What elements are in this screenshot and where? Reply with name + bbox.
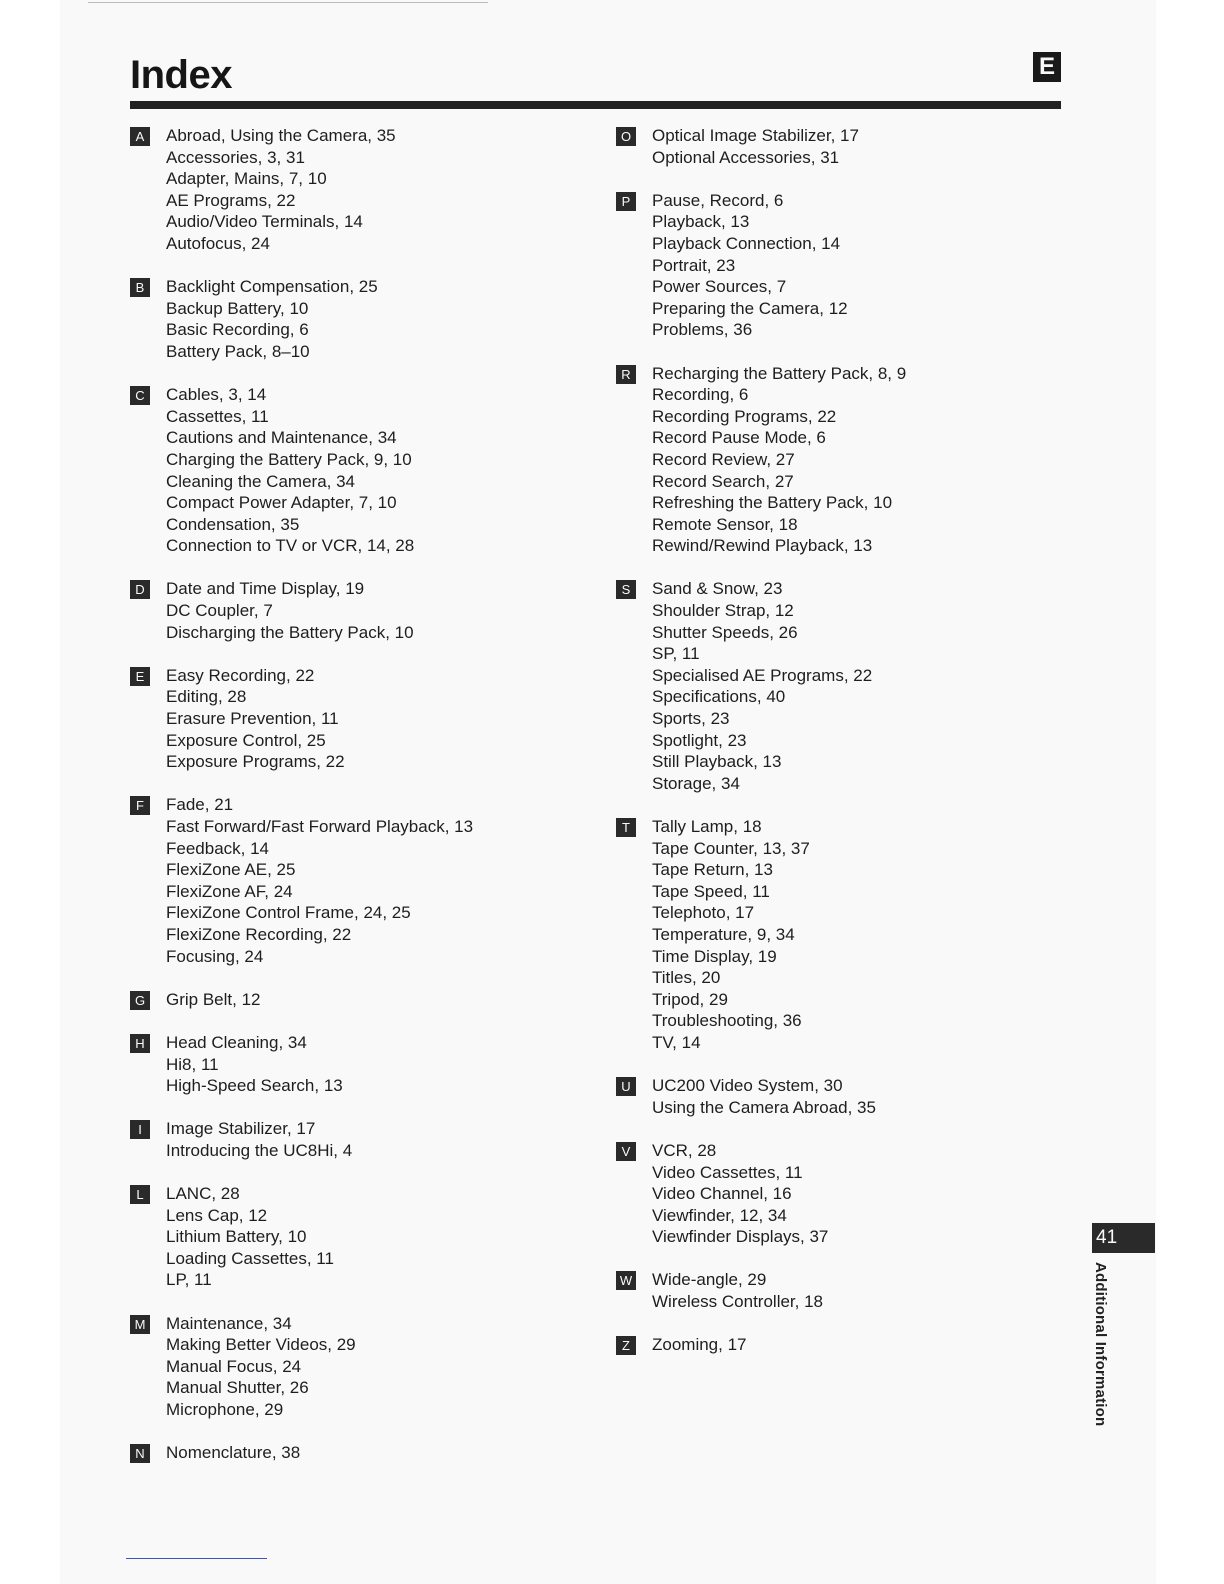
index-entry: Recording, 6 <box>652 385 749 405</box>
index-entry: Video Channel, 16 <box>652 1184 792 1204</box>
index-entry: Backup Battery, 10 <box>166 298 309 318</box>
index-entry: Adapter, Mains, 7, 10 <box>166 169 327 189</box>
section-label: Additional Information <box>1092 1262 1109 1427</box>
index-entry: SP, 11 <box>652 644 700 664</box>
index-entry: Playback Connection, 14 <box>652 233 841 253</box>
index-entry: Tape Counter, 13, 37 <box>652 838 810 858</box>
index-group-a <box>130 125 570 255</box>
index-entry: Maintenance, 34 <box>166 1313 292 1333</box>
index-entry: Troubleshooting, 36 <box>652 1011 802 1031</box>
letter-marker: P <box>616 192 636 211</box>
index-entry: Manual Shutter, 26 <box>166 1378 309 1398</box>
index-entry: Portrait, 23 <box>652 255 736 275</box>
index-group-u <box>616 1075 1056 1118</box>
index-entry: Problems, 36 <box>652 320 753 340</box>
index-entry: Focusing, 24 <box>166 946 264 966</box>
index-column-left <box>130 125 570 1485</box>
index-entry: Remote Sensor, 18 <box>652 514 798 534</box>
index-entry: Titles, 20 <box>652 968 721 988</box>
index-entry: VCR, 28 <box>652 1140 717 1160</box>
index-column-right <box>616 125 1056 1377</box>
index-entry: Basic Recording, 6 <box>166 320 309 340</box>
letter-marker: B <box>130 278 150 297</box>
index-entry: Manual Focus, 24 <box>166 1356 302 1376</box>
letter-marker: V <box>616 1142 636 1161</box>
index-group-b <box>130 276 570 362</box>
index-entry: Introducing the UC8Hi, 4 <box>166 1140 353 1160</box>
index-entry: Exposure Control, 25 <box>166 730 326 750</box>
index-entry: Record Search, 27 <box>652 471 794 491</box>
index-entry: Compact Power Adapter, 7, 10 <box>166 493 397 513</box>
index-entry: Lithium Battery, 10 <box>166 1227 307 1247</box>
index-entry: Battery Pack, 8–10 <box>166 341 310 361</box>
index-entry: Video Cassettes, 11 <box>652 1162 803 1182</box>
index-entry: Time Display, 19 <box>652 946 777 966</box>
index-group-p <box>616 190 1056 341</box>
index-entry: Cautions and Maintenance, 34 <box>166 428 397 448</box>
bottom-rule <box>126 1558 267 1559</box>
index-entry: Easy Recording, 22 <box>166 665 315 685</box>
letter-marker: O <box>616 127 636 146</box>
index-entry: Accessories, 3, 31 <box>166 147 305 167</box>
index-entry: Autofocus, 24 <box>166 233 270 253</box>
index-entry: Viewfinder, 12, 34 <box>652 1205 787 1225</box>
letter-marker: L <box>130 1185 150 1204</box>
index-group-f <box>130 794 570 967</box>
index-entry: LANC, 28 <box>166 1184 240 1204</box>
index-entry: Refreshing the Battery Pack, 10 <box>652 493 893 513</box>
letter-marker: N <box>130 1444 150 1463</box>
index-entry: Rewind/Rewind Playback, 13 <box>652 536 873 556</box>
index-entry: Storage, 34 <box>652 773 740 793</box>
index-entry: UC200 Video System, 30 <box>652 1076 843 1096</box>
index-entry: Loading Cassettes, 11 <box>166 1248 334 1268</box>
index-entry: Tape Speed, 11 <box>652 881 770 901</box>
index-entry: Tripod, 29 <box>652 989 728 1009</box>
index-entry: Erasure Prevention, 11 <box>166 709 339 729</box>
index-entry: Recharging the Battery Pack, 8, 9 <box>652 363 907 383</box>
index-entry: Date and Time Display, 19 <box>166 579 365 599</box>
index-entry: TV, 14 <box>652 1032 701 1052</box>
index-entry: Tally Lamp, 18 <box>652 817 762 836</box>
index-entry: Making Better Videos, 29 <box>166 1335 356 1355</box>
index-entry: LP, 11 <box>166 1270 212 1290</box>
index-entry: Optional Accessories, 31 <box>652 147 840 167</box>
index-entry: Spotlight, 23 <box>652 730 747 750</box>
index-entry: FlexiZone Recording, 22 <box>166 924 352 944</box>
letter-marker: G <box>130 991 150 1010</box>
index-entry: FlexiZone AF, 24 <box>166 881 293 901</box>
index-entry: Image Stabilizer, 17 <box>166 1119 316 1139</box>
index-entry: Backlight Compensation, 25 <box>166 277 378 297</box>
language-badge: E <box>1033 52 1061 82</box>
index-entry: Viewfinder Displays, 37 <box>652 1227 829 1247</box>
index-entry: Exposure Programs, 22 <box>166 752 345 772</box>
letter-marker: Z <box>616 1336 636 1355</box>
letter-marker: H <box>130 1034 150 1053</box>
letter-marker: C <box>130 386 150 405</box>
index-entry: Pause, Record, 6 <box>652 190 784 210</box>
index-group-s <box>616 578 1056 794</box>
index-entry: Fast Forward/Fast Forward Playback, 13 <box>166 817 474 836</box>
top-rule <box>88 2 488 3</box>
index-group-n <box>130 1442 570 1464</box>
index-group-w <box>616 1269 1056 1312</box>
index-group-e <box>130 665 570 773</box>
index-group-m <box>130 1313 570 1421</box>
letter-marker: A <box>130 127 150 146</box>
index-entry: DC Coupler, 7 <box>166 601 273 621</box>
index-entry: Power Sources, 7 <box>652 277 787 297</box>
index-entry: Cleaning the Camera, 34 <box>166 471 356 491</box>
letter-marker: U <box>616 1077 636 1096</box>
page-number: 41 <box>1092 1223 1155 1253</box>
index-group-g <box>130 989 570 1011</box>
letter-marker: I <box>130 1120 150 1139</box>
index-entry: Preparing the Camera, 12 <box>652 298 848 318</box>
index-group-t <box>616 816 1056 1054</box>
index-entry: FlexiZone Control Frame, 24, 25 <box>166 903 411 923</box>
index-entry: Optical Image Stabilizer, 17 <box>652 126 859 145</box>
index-entry: Condensation, 35 <box>166 514 300 534</box>
index-entry: Head Cleaning, 34 <box>166 1032 307 1052</box>
index-entry: Tape Return, 13 <box>652 860 773 880</box>
index-entry: Connection to TV or VCR, 14, 28 <box>166 536 415 556</box>
index-entry: Still Playback, 13 <box>652 752 782 772</box>
index-group-l <box>130 1183 570 1291</box>
index-entry: Wireless Controller, 18 <box>652 1292 824 1312</box>
index-entry: Shoulder Strap, 12 <box>652 601 794 621</box>
letter-marker: M <box>130 1315 150 1334</box>
letter-marker: S <box>616 580 636 599</box>
index-group-r <box>616 363 1056 557</box>
letter-marker: T <box>616 818 636 837</box>
index-group-c <box>130 384 570 557</box>
index-entry: Recording Programs, 22 <box>652 406 837 426</box>
index-group-o <box>616 125 1056 168</box>
index-group-h <box>130 1032 570 1097</box>
page-title: Index <box>130 53 232 97</box>
index-entry: Playback, 13 <box>652 212 750 232</box>
index-entry: Charging the Battery Pack, 9, 10 <box>166 449 412 469</box>
index-entry: AE Programs, 22 <box>166 190 296 210</box>
index-entry: Hi8, 11 <box>166 1054 219 1074</box>
index-entry: High-Speed Search, 13 <box>166 1076 343 1096</box>
index-entry: Telephoto, 17 <box>652 903 755 923</box>
index-entry: Using the Camera Abroad, 35 <box>652 1097 876 1117</box>
index-entry: Record Pause Mode, 6 <box>652 428 826 448</box>
index-entry: Sports, 23 <box>652 709 730 729</box>
index-group-z <box>616 1334 1056 1356</box>
index-entry: Fade, 21 <box>166 795 234 815</box>
index-entry: FlexiZone AE, 25 <box>166 860 296 880</box>
index-entry: Wide-angle, 29 <box>652 1270 767 1290</box>
letter-marker: D <box>130 580 150 599</box>
index-group-v <box>616 1140 1056 1248</box>
index-entry: Nomenclature, 38 <box>166 1443 301 1463</box>
index-entry: Lens Cap, 12 <box>166 1205 268 1225</box>
letter-marker: F <box>130 796 150 815</box>
index-entry: Specifications, 40 <box>652 687 786 707</box>
letter-marker: E <box>130 667 150 686</box>
index-entry: Shutter Speeds, 26 <box>652 622 798 642</box>
index-entry: Editing, 28 <box>166 687 247 707</box>
index-entry: Discharging the Battery Pack, 10 <box>166 622 414 642</box>
index-entry: Record Review, 27 <box>652 449 795 469</box>
index-entry: Feedback, 14 <box>166 838 270 858</box>
index-entry: Specialised AE Programs, 22 <box>652 665 873 685</box>
index-entry: Cables, 3, 14 <box>166 385 267 405</box>
index-entry: Temperature, 9, 34 <box>652 924 795 944</box>
index-entry: Zooming, 17 <box>652 1335 747 1355</box>
index-group-d <box>130 578 570 643</box>
letter-marker: W <box>616 1271 636 1290</box>
index-entry: Microphone, 29 <box>166 1400 284 1420</box>
index-entry: Abroad, Using the Camera, 35 <box>166 126 396 145</box>
letter-marker: R <box>616 365 636 384</box>
index-entry: Cassettes, 11 <box>166 406 269 426</box>
index-group-i <box>130 1118 570 1161</box>
index-entry: Audio/Video Terminals, 14 <box>166 212 363 232</box>
index-entry: Grip Belt, 12 <box>166 989 261 1009</box>
title-divider <box>130 101 1061 109</box>
index-entry: Sand & Snow, 23 <box>652 579 783 599</box>
